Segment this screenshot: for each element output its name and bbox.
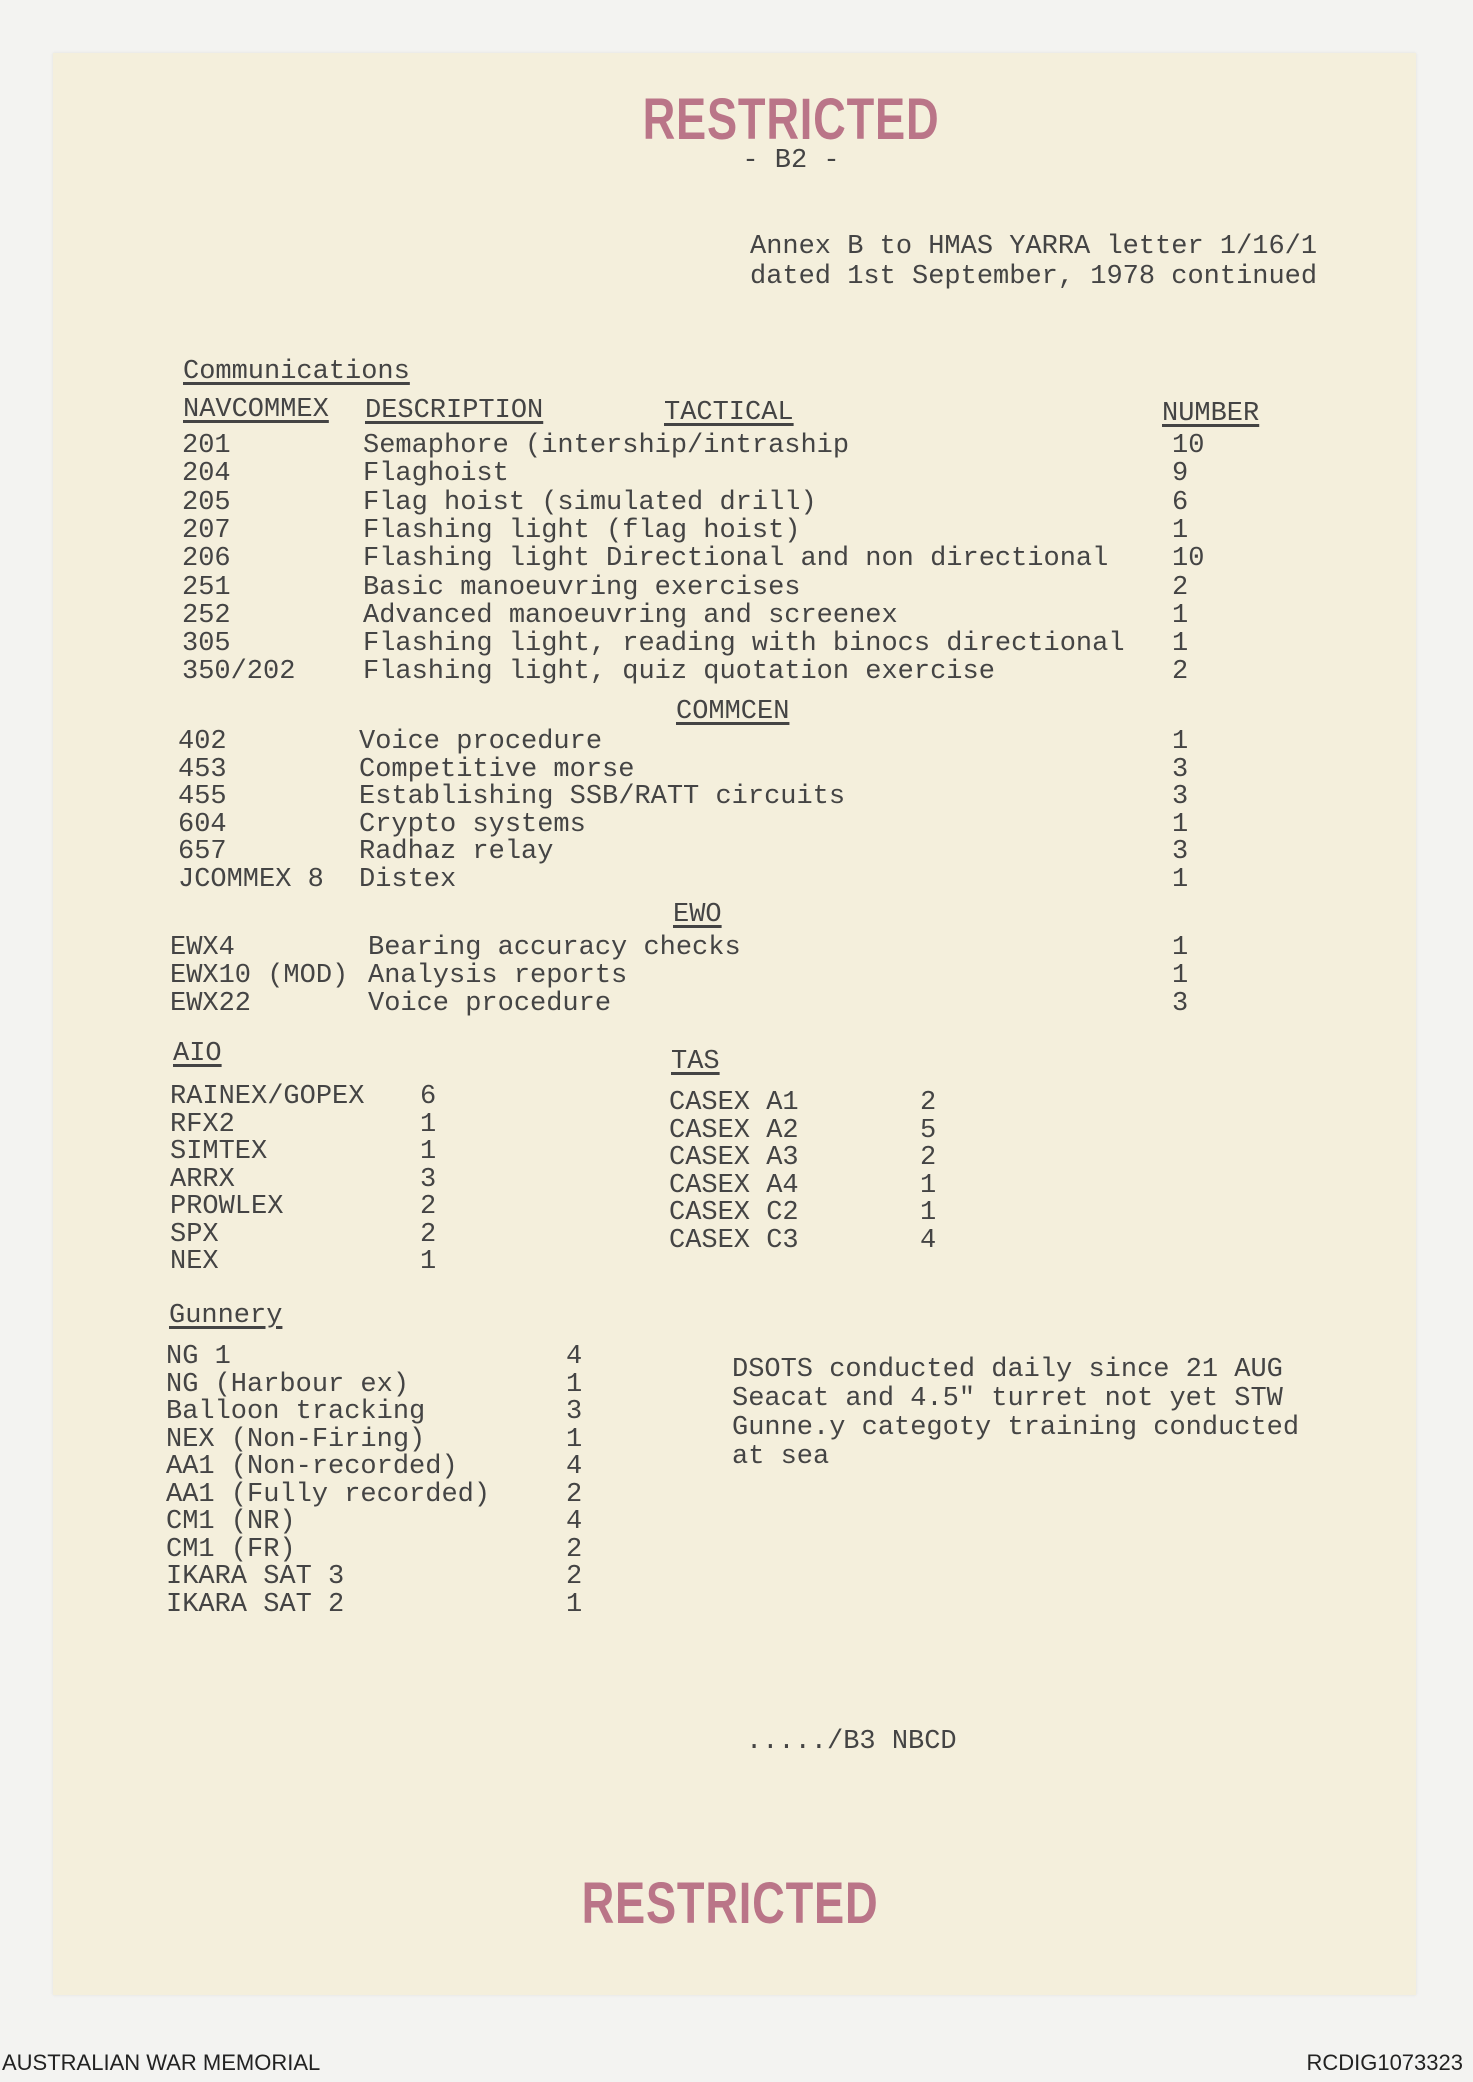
gunnery-item-number: 3 [566, 1397, 583, 1427]
aio-item-number: 2 [420, 1192, 437, 1222]
exercise-description: Flashing light, reading with binocs directional [363, 629, 1125, 660]
gunnery-item-name: CM1 (NR) [166, 1507, 296, 1537]
tas-item-name: CASEX C2 [669, 1198, 799, 1228]
tas-item-name: CASEX A2 [669, 1115, 799, 1146]
exercise-description: Advanced manoeuvring and screenex [363, 600, 898, 631]
exercise-code: 604 [178, 809, 227, 840]
note-line: Gunne.y categoty training conducted [732, 1413, 1300, 1443]
gunnery-item-number: 2 [566, 1562, 583, 1592]
gunnery-item-number: 4 [566, 1452, 583, 1482]
gunnery-item-number: 1 [566, 1589, 583, 1620]
header-navcommex: NAVCOMMEX [183, 395, 329, 425]
gunnery-item-number: 2 [566, 1534, 583, 1565]
tas-item-number: 2 [920, 1143, 937, 1173]
tas-item-number: 2 [920, 1088, 937, 1118]
exercise-number: 1 [1172, 864, 1189, 895]
gunnery-item-number: 1 [566, 1369, 583, 1400]
exercise-number: 1 [1172, 600, 1189, 631]
aio-item-name: RFX2 [170, 1109, 235, 1140]
exercise-number: 1 [1172, 629, 1189, 660]
exercise-code: 252 [182, 600, 231, 631]
exercise-code: 305 [182, 629, 231, 660]
aio-item-name: PROWLEX [170, 1192, 284, 1222]
exercise-number: 3 [1172, 754, 1189, 785]
gunnery-item-name: NEX (Non-Firing) [166, 1424, 426, 1455]
exercise-description: Basic manoeuvring exercises [363, 572, 801, 603]
annex-line-2: dated 1st September, 1978 continued [750, 262, 1318, 292]
tas-item-name: CASEX A4 [669, 1170, 799, 1201]
exercise-description: Flashing light (flag hoist) [363, 515, 801, 546]
gunnery-item-name: NG 1 [166, 1342, 231, 1372]
tas-item-number: 1 [920, 1198, 937, 1228]
ewo-heading: EWO [673, 900, 722, 930]
exercise-code: 453 [178, 754, 227, 785]
exercise-number: 9 [1172, 459, 1189, 490]
gunnery-item-name: Balloon tracking [166, 1397, 426, 1427]
note-line: DSOTS conducted daily since 21 AUG [732, 1355, 1283, 1385]
exercise-description: Voice procedure [368, 989, 612, 1019]
aio-item-number: 6 [420, 1082, 437, 1112]
exercise-number: 3 [1172, 837, 1189, 867]
exercise-description: Flashing light, quiz quotation exercise [363, 657, 995, 688]
gunnery-item-number: 2 [566, 1479, 583, 1510]
aio-item-number: 3 [420, 1164, 437, 1195]
footer-source: AUSTRALIAN WAR MEMORIAL [2, 2050, 321, 2075]
page-label: - B2 - [742, 146, 840, 176]
exercise-code: 350/202 [182, 657, 296, 688]
exercise-code: 207 [182, 515, 231, 546]
restricted-stamp-bottom: RESTRICTED [581, 1871, 879, 1936]
tas-heading: TAS [671, 1047, 720, 1077]
aio-heading: AIO [173, 1039, 222, 1069]
exercise-description: Competitive morse [359, 754, 635, 785]
footer-id: RCDIG1073323 [1306, 2050, 1463, 2075]
exercise-code: 657 [178, 837, 227, 867]
exercise-code: 201 [182, 431, 231, 461]
gunnery-item-name: CM1 (FR) [166, 1534, 296, 1565]
exercise-code: 251 [182, 572, 231, 603]
exercise-description: Flag hoist (simulated drill) [363, 487, 817, 518]
aio-item-number: 1 [420, 1109, 437, 1140]
tas-item-number: 5 [920, 1115, 937, 1146]
exercise-number: 1 [1172, 933, 1189, 963]
tas-item-name: CASEX A1 [669, 1088, 799, 1118]
exercise-code: 205 [182, 487, 231, 518]
tas-item-name: CASEX A3 [669, 1143, 799, 1173]
tas-item-number: 1 [920, 1170, 937, 1201]
exercise-number: 6 [1172, 487, 1189, 518]
exercise-code: 402 [178, 727, 227, 757]
note-line: at sea [732, 1442, 830, 1472]
commcen-heading: COMMCEN [676, 697, 790, 727]
exercise-number: 1 [1172, 727, 1189, 757]
exercise-number: 3 [1172, 782, 1189, 812]
header-tactical: TACTICAL [664, 398, 794, 428]
exercise-code: JCOMMEX 8 [178, 864, 324, 895]
continuation-marker: ...../B3 NBCD [746, 1727, 957, 1757]
exercise-number: 10 [1172, 544, 1205, 575]
aio-item-number: 2 [420, 1219, 437, 1250]
exercise-description: Crypto systems [359, 809, 586, 840]
gunnery-item-name: AA1 (Non-recorded) [166, 1452, 458, 1482]
exercise-description: Flaghoist [363, 459, 509, 490]
document-page [53, 53, 1416, 1995]
aio-item-number: 1 [420, 1137, 437, 1167]
gunnery-item-number: 4 [566, 1507, 583, 1537]
note-line: Seacat and 4.5" turret not yet STW [732, 1384, 1283, 1414]
exercise-description: Establishing SSB/RATT circuits [359, 782, 846, 812]
tas-item-number: 4 [920, 1225, 937, 1256]
exercise-description: Flashing light Directional and non directional [363, 544, 1109, 575]
exercise-description: Radhaz relay [359, 837, 554, 867]
tas-item-name: CASEX C3 [669, 1225, 799, 1256]
aio-item-name: SPX [170, 1219, 219, 1250]
exercise-code: EWX4 [170, 933, 235, 963]
aio-item-name: RAINEX/GOPEX [170, 1082, 365, 1112]
gunnery-item-number: 4 [566, 1342, 583, 1372]
restricted-stamp-top: RESTRICTED [642, 87, 940, 152]
exercise-number: 1 [1172, 515, 1189, 546]
exercise-number: 2 [1172, 657, 1189, 688]
header-description: DESCRIPTION [365, 396, 544, 426]
gunnery-item-name: IKARA SAT 3 [166, 1562, 345, 1592]
header-number: NUMBER [1162, 399, 1260, 429]
aio-item-number: 1 [420, 1247, 437, 1277]
aio-item-name: ARRX [170, 1164, 235, 1195]
exercise-number: 1 [1172, 809, 1189, 840]
exercise-number: 3 [1172, 989, 1189, 1019]
exercise-code: 455 [178, 782, 227, 812]
gunnery-item-number: 1 [566, 1424, 583, 1455]
exercise-number: 1 [1172, 961, 1189, 991]
exercise-description: Voice procedure [359, 727, 603, 757]
exercise-description: Semaphore (intership/intraship [363, 431, 850, 461]
aio-item-name: NEX [170, 1247, 219, 1277]
exercise-number: 2 [1172, 572, 1189, 603]
communications-heading: Communications [183, 357, 410, 387]
exercise-description: Bearing accuracy checks [368, 933, 741, 963]
gunnery-item-name: AA1 (Fully recorded) [166, 1479, 491, 1510]
gunnery-item-name: IKARA SAT 2 [166, 1589, 345, 1620]
gunnery-item-name: NG (Harbour ex) [166, 1369, 410, 1400]
exercise-code: EWX22 [170, 989, 252, 1019]
gunnery-heading: Gunnery [169, 1301, 283, 1331]
exercise-description: Analysis reports [368, 961, 628, 991]
exercise-description: Distex [359, 864, 457, 895]
exercise-code: EWX10 (MOD) [170, 961, 349, 991]
annex-line-1: Annex B to HMAS YARRA letter 1/16/1 [750, 232, 1318, 262]
aio-item-name: SIMTEX [170, 1137, 268, 1167]
exercise-number: 10 [1172, 431, 1205, 461]
exercise-code: 206 [182, 544, 231, 575]
exercise-code: 204 [182, 459, 231, 490]
